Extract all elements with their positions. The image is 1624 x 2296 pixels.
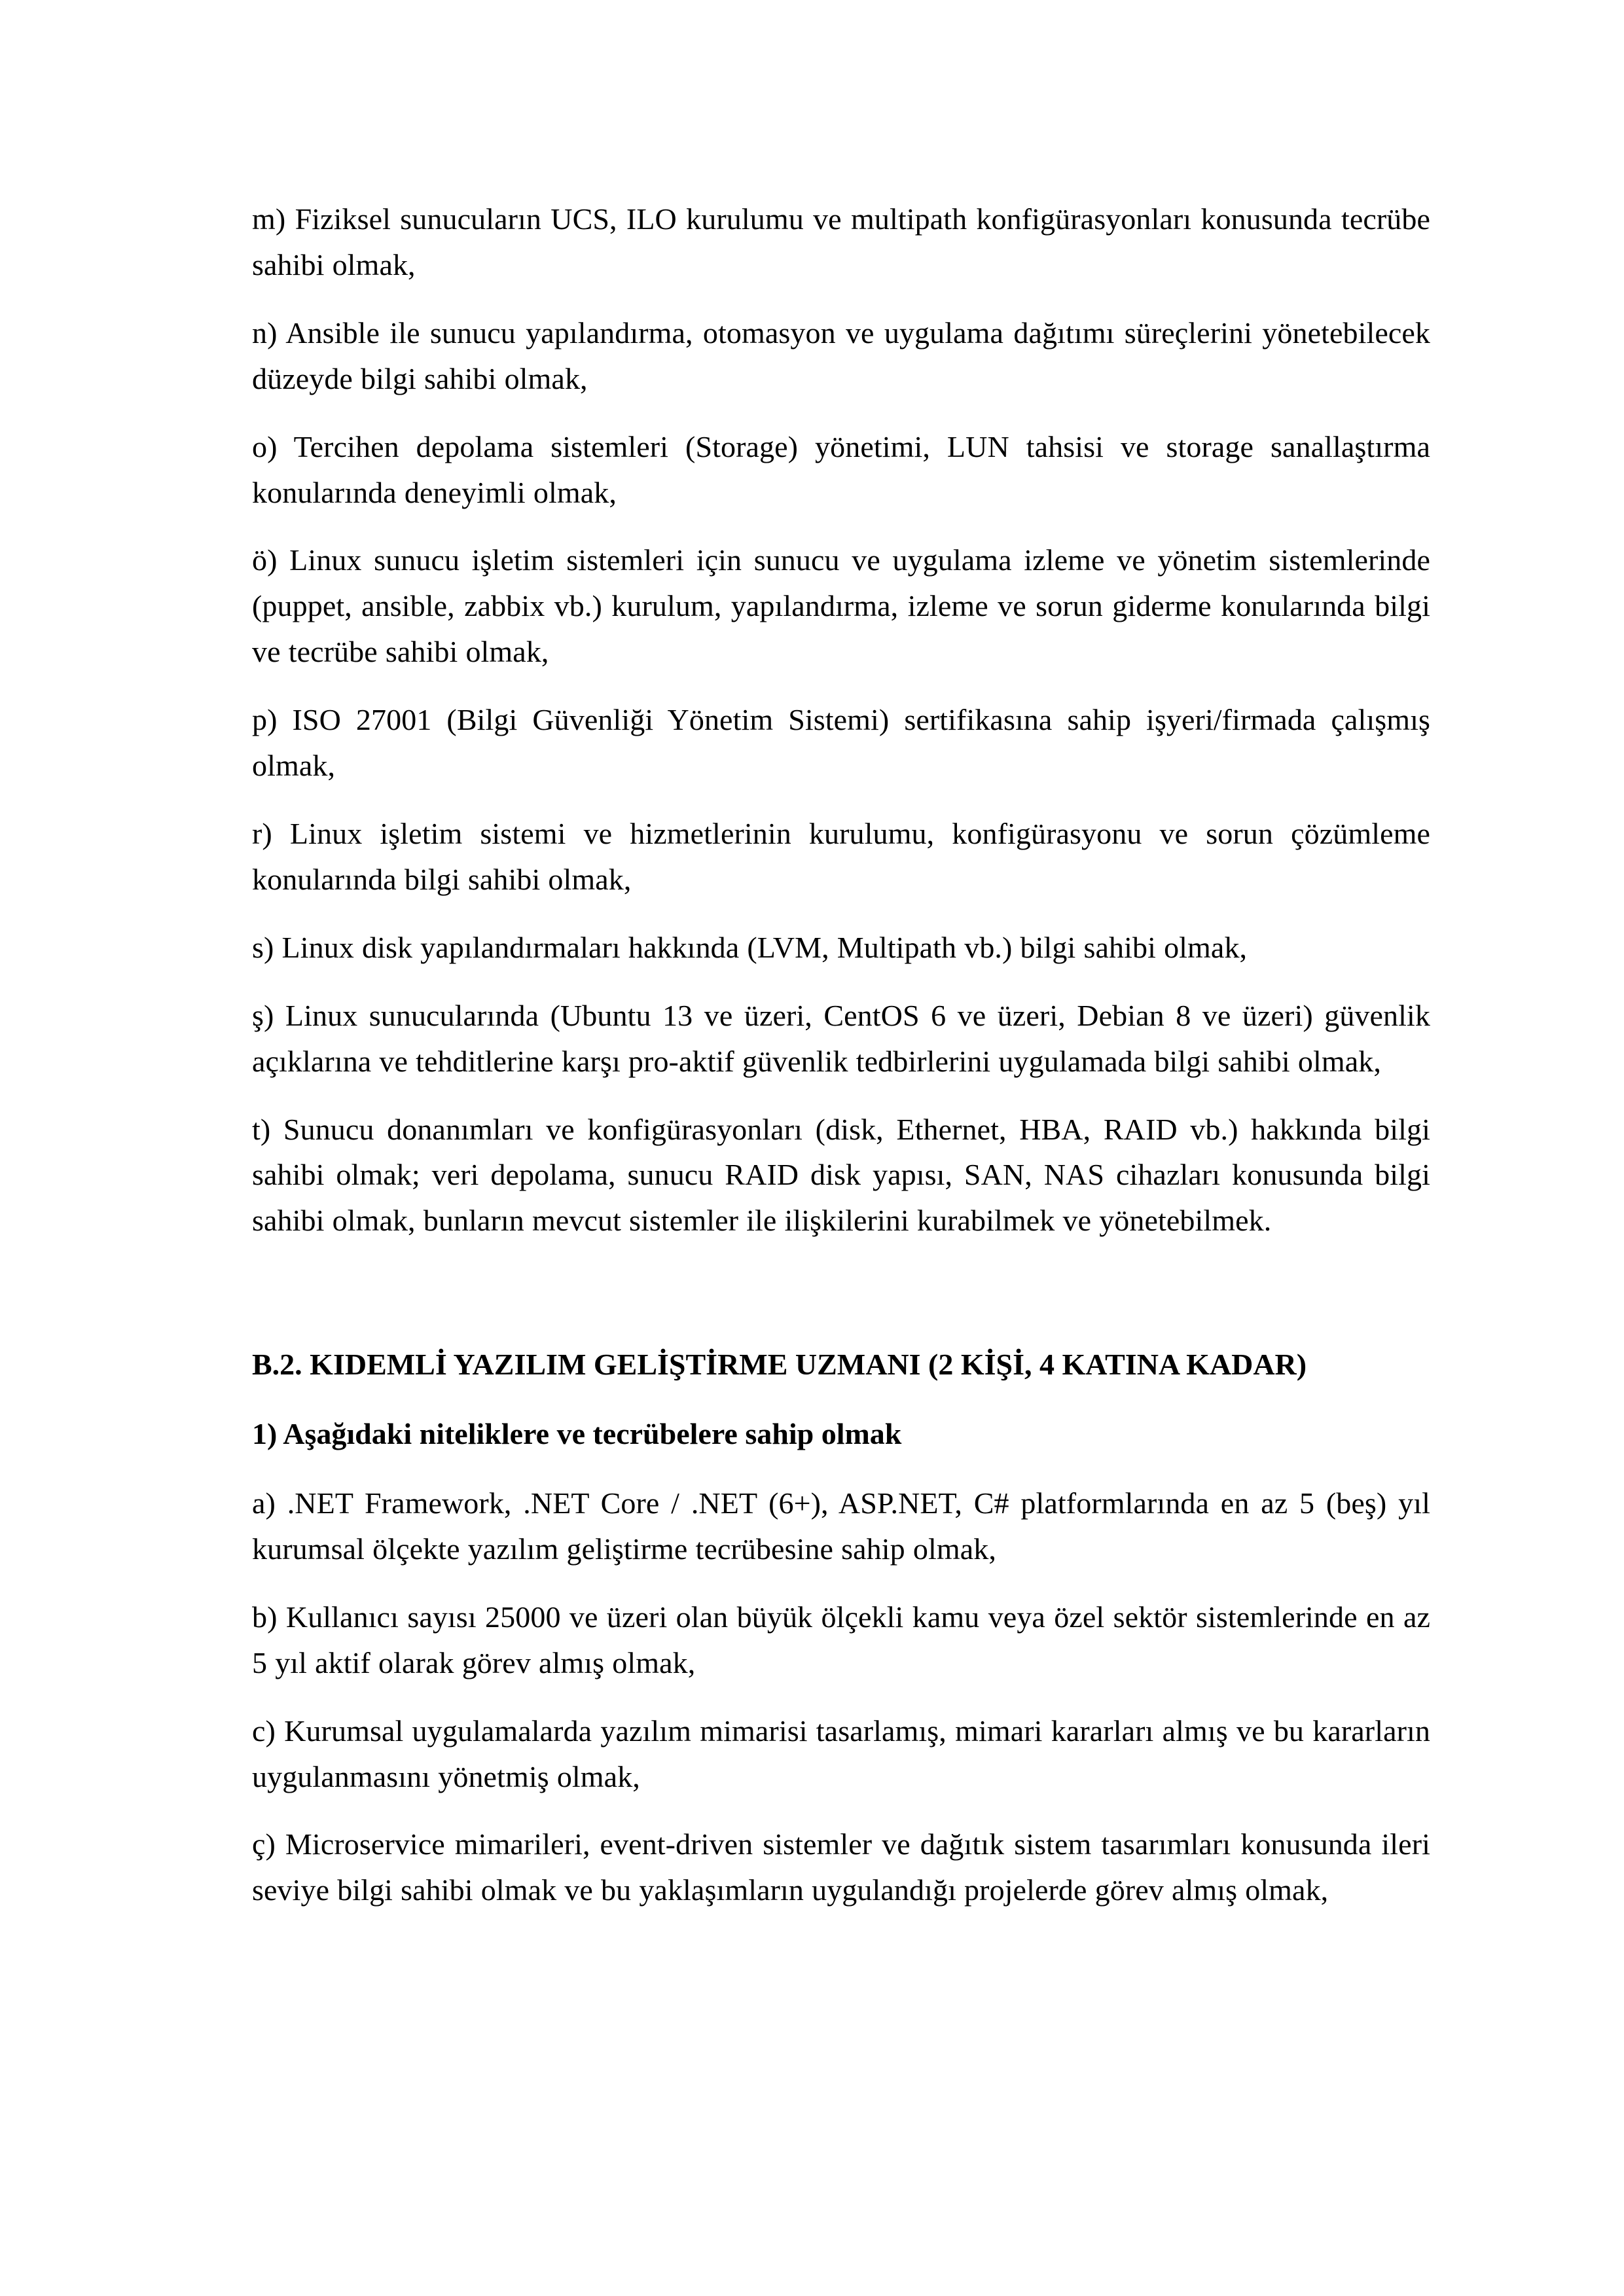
section-heading-b2: B.2. KIDEMLİ YAZILIM GELİŞTİRME UZMANI (2 KİŞİ, 4 KATINA KADAR) [252,1348,1307,1382]
paragraph-n: n) Ansible ile sunucu yapılandırma, otomasyon ve uygulama dağıtımı süreçlerini yönetebilecek düzeyde bilgi sahibi olmak, [252,315,1430,395]
paragraph-r: r) Linux işletim sistemi ve hizmetlerinin kurulumu, konfigürasyonu ve sorun çözümleme konularında bilgi sahibi olmak, [252,816,1430,896]
document-body [252,196,1430,1913]
paragraph-c-cedilla: ç) Microservice mimarileri, event-driven sistemler ve dağıtık sistem tasarımları konusunda ileri seviye bilgi sahibi olmak ve bu yaklaşımların uygulandığı projelerde görev almış olmak, [252,1827,1430,1907]
paragraph-o: o) Tercihen depolama sistemleri (Storage) yönetimi, LUN tahsisi ve storage sanallaştırma konularında deneyimli olmak, [252,429,1430,509]
paragraph-s: s) Linux disk yapılandırmaları hakkında (LVM, Multipath vb.) bilgi sahibi olmak, [252,930,1248,964]
paragraph-m: m) Fiziksel sunucuların UCS, ILO kurulumu ve multipath konfigürasyonları konusunda tecrübe sahibi olmak, [252,202,1430,281]
paragraph-c: c) Kurumsal uygulamalarda yazılım mimarisi tasarlamış, mimari kararları almış ve bu kararların uygulanmasını yönetmiş olmak, [252,1713,1430,1793]
paragraph-t: t) Sunucu donanımları ve konfigürasyonları (disk, Ethernet, HBA, RAID vb.) hakkında bilgi sahibi olmak; veri depolama, sunucu RAID disk yapısı, SAN, NAS cihazları konusunda bilgi sahibi olmak, bunların mevcut sistemler ile ilişkilerini kurabilmek ve yönetebilmek. [252,1112,1430,1238]
heading-spacer [252,1388,1430,1411]
paragraph-o-umlaut: ö) Linux sunucu işletim sistemleri için sunucu ve uygulama izleme ve yönetim sistemlerinde (puppet, ansible, zabbix vb.) kurulum, yapılandırma, izleme ve sorun giderme konularında bilgi ve tecrübe sahibi olmak, [252,543,1430,669]
paragraph-p: p) ISO 27001 (Bilgi Güvenliği Yönetim Sistemi) sertifikasına sahip işyeri/firmada çalışmış olmak, [252,703,1430,783]
section-spacer [252,1244,1430,1342]
paragraph-a: a) .NET Framework, .NET Core / .NET (6+), ASP.NET, C# platformlarında en az 5 (beş) yıl kurumsal ölçekte yazılım geliştirme tecrübesine sahip olmak, [252,1486,1430,1566]
subheading-b2-item-1: 1) Aşağıdaki niteliklere ve tecrübelere sahip olmak [252,1417,902,1451]
paragraph-s-cedilla: ş) Linux sunucularında (Ubuntu 13 ve üzeri, CentOS 6 ve üzeri, Debian 8 ve üzeri) güvenlik açıklarına ve tehditlerine karşı pro-aktif güvenlik tedbirlerini uygulamada bilgi sahibi olmak, [252,998,1430,1078]
paragraph-b: b) Kullanıcı sayısı 25000 ve üzeri olan büyük ölçekli kamu veya özel sektör sistemlerinde en az 5 yıl aktif olarak görev almış olmak, [252,1600,1430,1679]
subheading-spacer [252,1457,1430,1480]
